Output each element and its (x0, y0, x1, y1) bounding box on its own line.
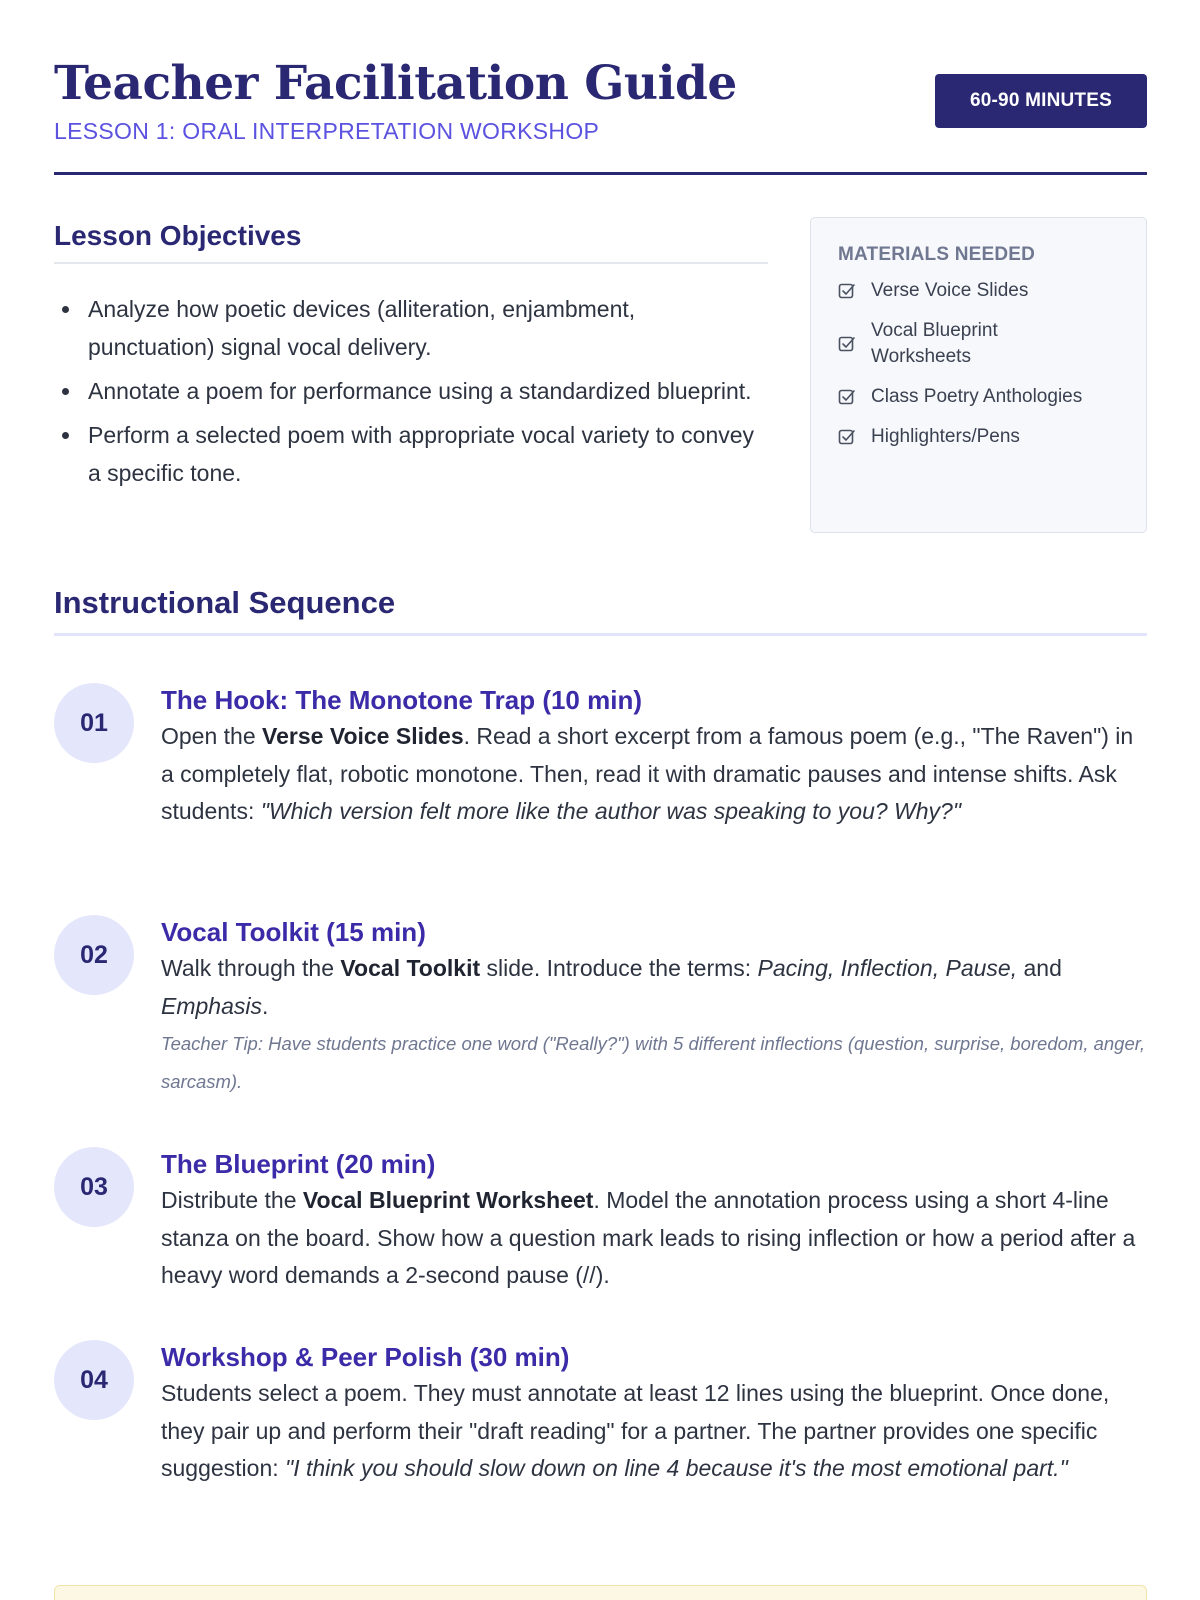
lesson-objectives-section (54, 220, 768, 498)
step-title: The Hook: The Monotone Trap (10 min) (161, 685, 642, 715)
step-number-badge: 04 (54, 1340, 134, 1420)
material-label: Class Poetry Anthologies (871, 386, 1083, 407)
objective-item: Annotate a poem for performance using a standardized blueprint. (54, 372, 768, 410)
duration-badge: 60-90 MINUTES (935, 74, 1147, 128)
sequence-divider (54, 633, 1147, 636)
header-divider (54, 172, 1147, 175)
material-item (838, 384, 1119, 410)
objectives-divider (54, 262, 768, 264)
materials-panel (810, 217, 1147, 533)
material-label: Vocal Blueprint Worksheets (871, 320, 998, 367)
page-title: Teacher Facilitation Guide (54, 56, 737, 111)
guide-header (54, 52, 1147, 176)
material-item (838, 424, 1119, 450)
step-description: Open the Verse Voice Slides. Read a short excerpt from a famous poem (e.g., "The Raven") in a completely flat, robotic monotone. Then, read it with dramatic pauses and intense shifts. Ask students: "Which version felt more like the author was speaking to you? Why?" (161, 723, 1134, 824)
step-number-badge: 01 (54, 683, 134, 763)
objectives-heading: Lesson Objectives (54, 220, 302, 251)
step-title: The Blueprint (20 min) (161, 1149, 436, 1179)
materials-heading: MATERIALS NEEDED (838, 244, 1036, 265)
material-label: Highlighters/Pens (871, 426, 1020, 447)
step-body (161, 1147, 1147, 1295)
checkbox-icon (838, 388, 856, 406)
step-description: Students select a poem. They must annotate at least 12 lines using the blueprint. Once done, they pair up and perform their "draft reading" for a partner. The partner provides one specific suggestion: "I think you should slow down on line 4 because it's the most emotional part." (161, 1380, 1110, 1481)
step-body (161, 683, 1147, 831)
checkbox-icon (838, 335, 856, 353)
lesson-subtitle: LESSON 1: ORAL INTERPRETATION WORKSHOP (54, 118, 600, 144)
sequence-heading: Instructional Sequence (54, 585, 396, 620)
teacher-tip: Teacher Tip: Have students practice one word ("Really?") with 5 different inflections (question, surprise, boredom, anger, sarcasm). (161, 1033, 1146, 1092)
instructional-sequence-section (54, 585, 1147, 1481)
objective-item: Perform a selected poem with appropriate vocal variety to convey a specific tone. (54, 416, 768, 492)
material-item (838, 318, 1119, 370)
step-number-badge: 02 (54, 915, 134, 995)
material-item (838, 278, 1119, 304)
bottom-callout-box (54, 1585, 1147, 1600)
checkbox-icon (838, 282, 856, 300)
step-title: Workshop & Peer Polish (30 min) (161, 1342, 570, 1372)
step-number-badge: 03 (54, 1147, 134, 1227)
objectives-list (54, 290, 768, 492)
step-body (161, 915, 1147, 1101)
step-description: Distribute the Vocal Blueprint Worksheet. Model the annotation process using a short 4-line stanza on the board. Show how a question mark leads to rising inflection or how a period after a heavy word demands a 2-second pause (//). (161, 1187, 1136, 1288)
step-body (161, 1340, 1147, 1488)
step-description: Walk through the Vocal Toolkit slide. Introduce the terms: Pacing, Inflection, Pause, and Emphasis. (161, 955, 1062, 1019)
material-label: Verse Voice Slides (871, 280, 1029, 301)
checkbox-icon (838, 428, 856, 446)
materials-list (838, 278, 1119, 450)
objective-item: Analyze how poetic devices (alliteration, enjambment, punctuation) signal vocal delivery. (54, 290, 768, 366)
step-title: Vocal Toolkit (15 min) (161, 917, 426, 947)
